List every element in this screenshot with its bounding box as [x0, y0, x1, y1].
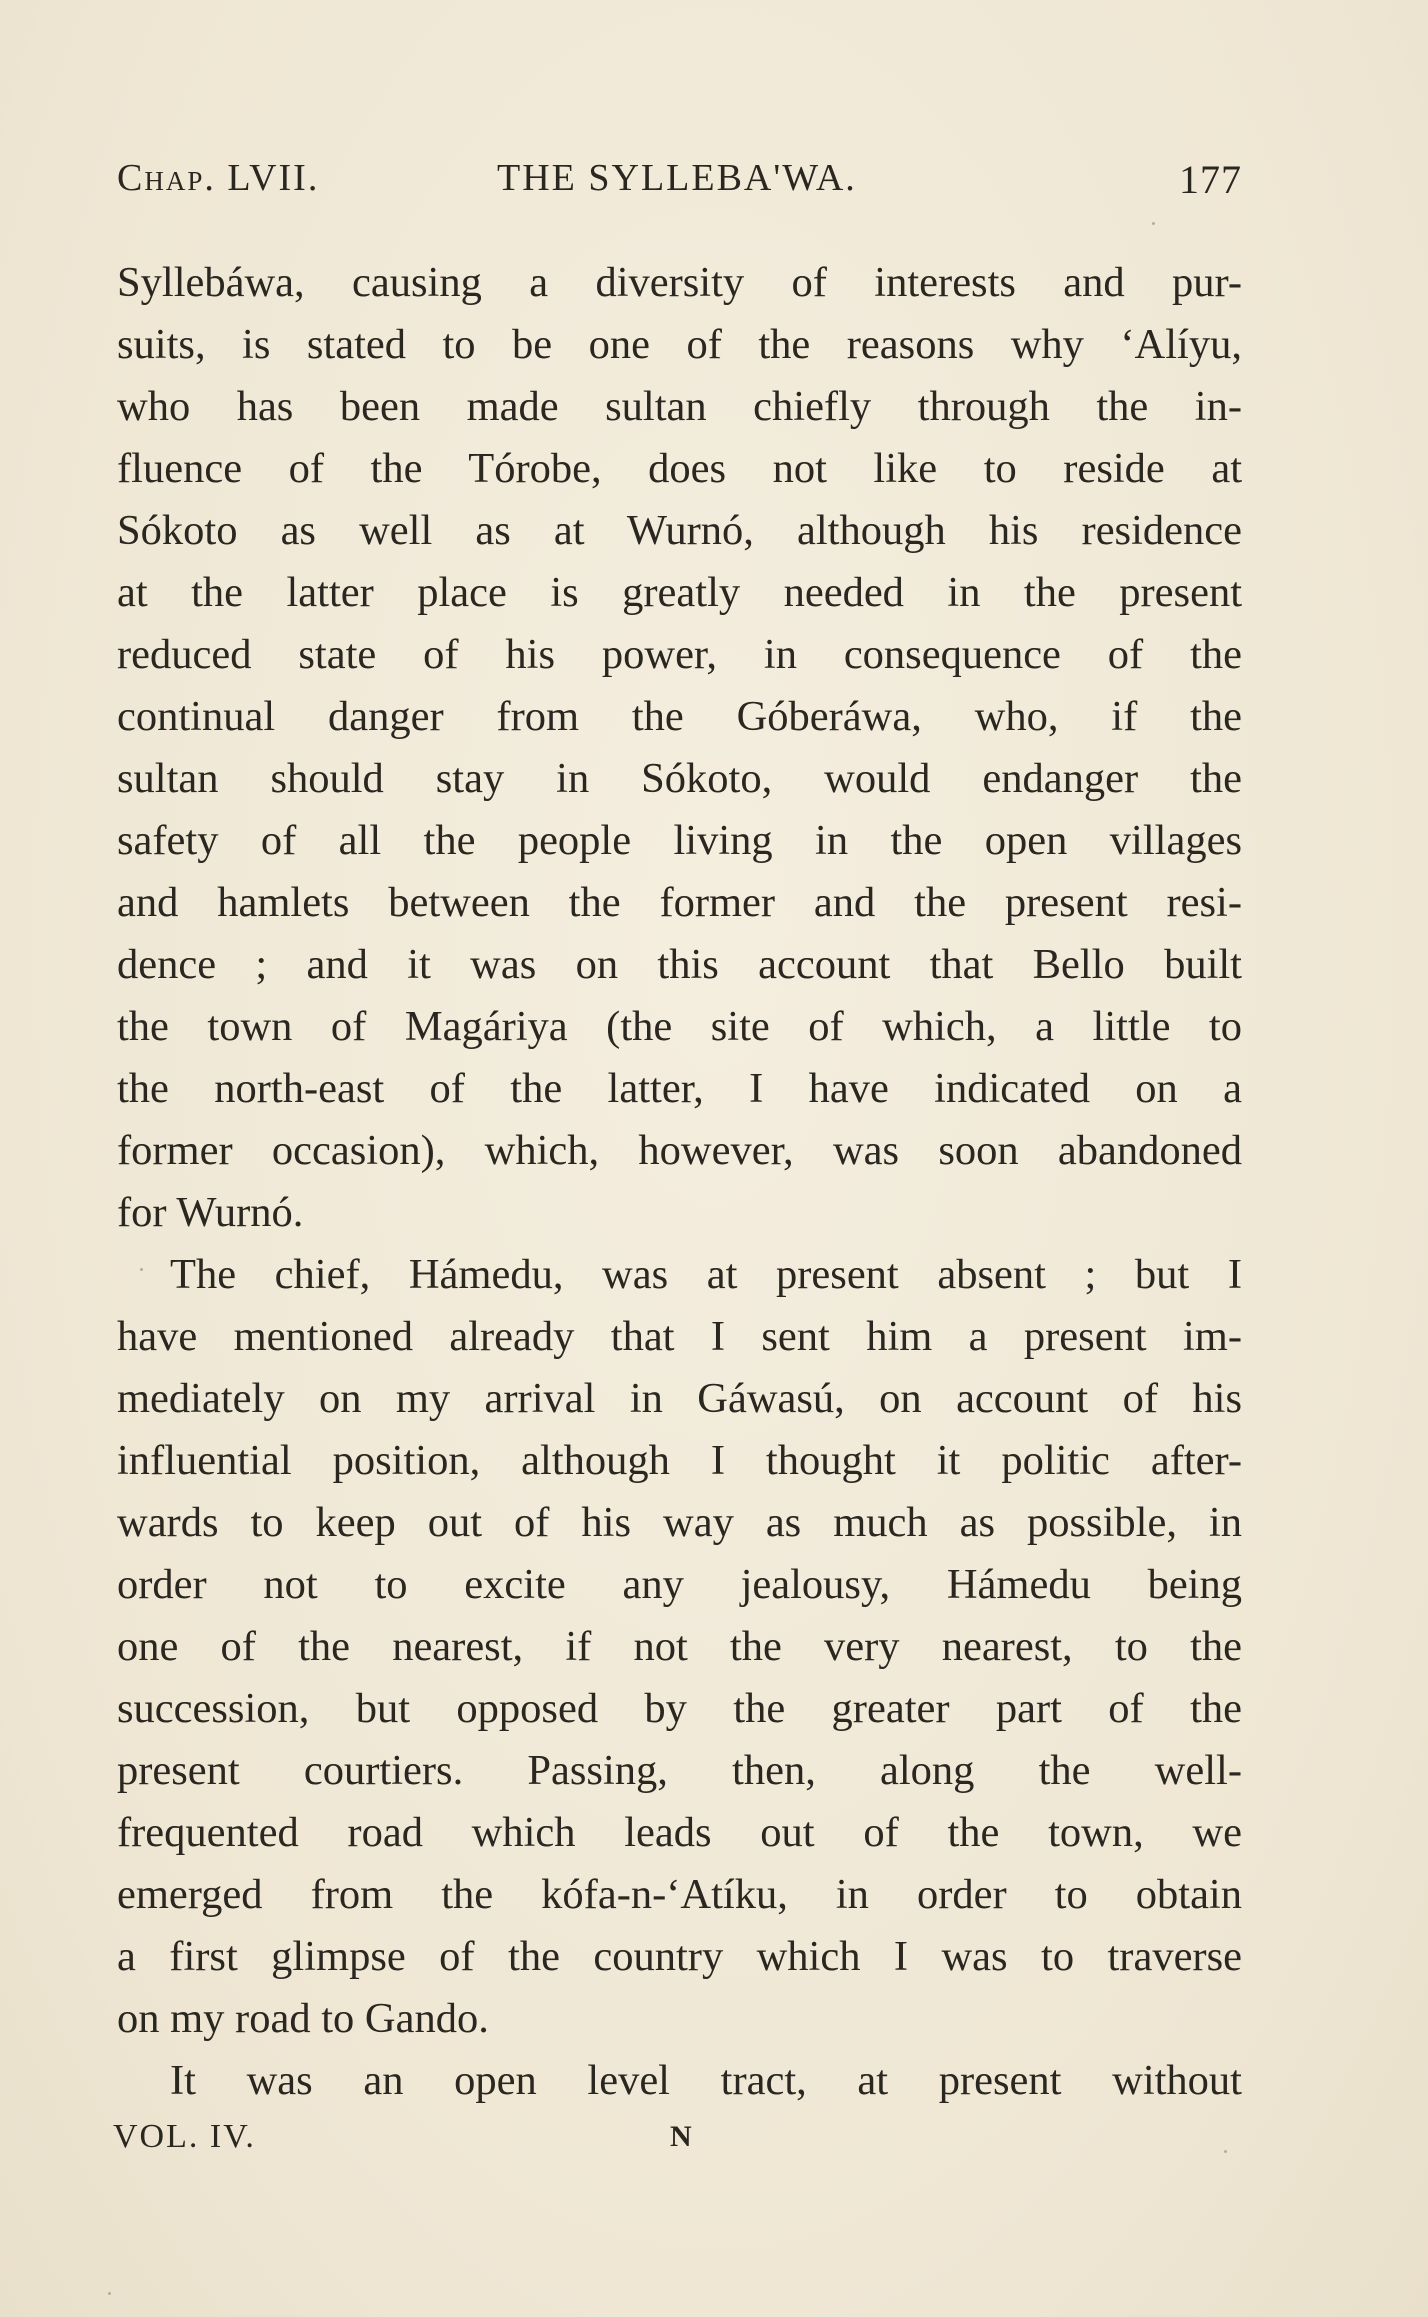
text-line: order not to excite any jealousy, Hámedu being — [117, 1561, 1242, 1608]
text-line: the town of Magáriya (the site of which, a little to — [117, 1003, 1242, 1050]
text-line: Syllebáwa, causing a diversity of interests and pur- — [117, 259, 1242, 306]
text-line: have mentioned already that I sent him a present im- — [117, 1313, 1242, 1360]
text-line: mediately on my arrival in Gáwasú, on account of his — [117, 1375, 1242, 1422]
text-line: a first glimpse of the country which I was to traverse — [117, 1933, 1242, 1980]
running-head — [117, 156, 1242, 204]
text-line: the north-east of the latter, I have indicated on a — [117, 1065, 1242, 1112]
text-line: dence ; and it was on this account that Bello built — [117, 941, 1242, 988]
text-line: for Wurnó. — [117, 1189, 304, 1236]
chapter-label: Chap. LVII. — [117, 157, 320, 199]
text-line: succession, but opposed by the greater part of the — [117, 1685, 1242, 1732]
text-line: emerged from the kófa-n-ʻAtíku, in order to obtain — [117, 1871, 1242, 1918]
text-line: suits, is stated to be one of the reasons why ʻAlíyu, — [117, 321, 1242, 368]
text-line: wards to keep out of his way as much as possible, in — [117, 1499, 1242, 1546]
text-line: safety of all the people living in the open villages — [117, 817, 1242, 864]
text-line: influential position, although I thought it politic after- — [117, 1437, 1242, 1484]
page-footer — [113, 2118, 713, 2168]
text-line: former occasion), which, however, was soon abandoned — [117, 1127, 1242, 1174]
text-line: one of the nearest, if not the very nearest, to the — [117, 1623, 1242, 1670]
text-line: and hamlets between the former and the present resi- — [117, 879, 1242, 926]
text-line: sultan should stay in Sókoto, would endanger the — [117, 755, 1242, 802]
paper-speck — [1152, 222, 1155, 225]
paper-speck — [108, 2292, 111, 2295]
text-line: continual danger from the Góberáwa, who, if the — [117, 693, 1242, 740]
paper-speck — [140, 1268, 143, 1271]
text-line: who has been made sultan chiefly through the in- — [117, 383, 1242, 430]
text-line: at the latter place is greatly needed in the present — [117, 569, 1242, 616]
text-line: fluence of the Tórobe, does not like to reside at — [117, 445, 1242, 492]
volume-label: VOL. IV. — [113, 2118, 256, 2155]
text-line: present courtiers. Passing, then, along the well- — [117, 1747, 1242, 1794]
text-line: on my road to Gando. — [117, 1995, 489, 2042]
text-line: Sókoto as well as at Wurnó, although his residence — [117, 507, 1242, 554]
body-text — [117, 252, 1242, 2112]
paragraph-start-line: It was an open level tract, at present without — [170, 2057, 1242, 2104]
signature-mark: N — [670, 2120, 692, 2153]
page-number: 177 — [1179, 157, 1242, 202]
text-line: frequented road which leads out of the town, we — [117, 1809, 1242, 1856]
paragraph-start-line: The chief, Hámedu, was at present absent ; but I — [170, 1251, 1242, 1298]
paper-speck — [1224, 2150, 1227, 2153]
text-line: reduced state of his power, in consequence of the — [117, 631, 1242, 678]
running-title: THE SYLLEBA'WA. — [497, 157, 857, 199]
